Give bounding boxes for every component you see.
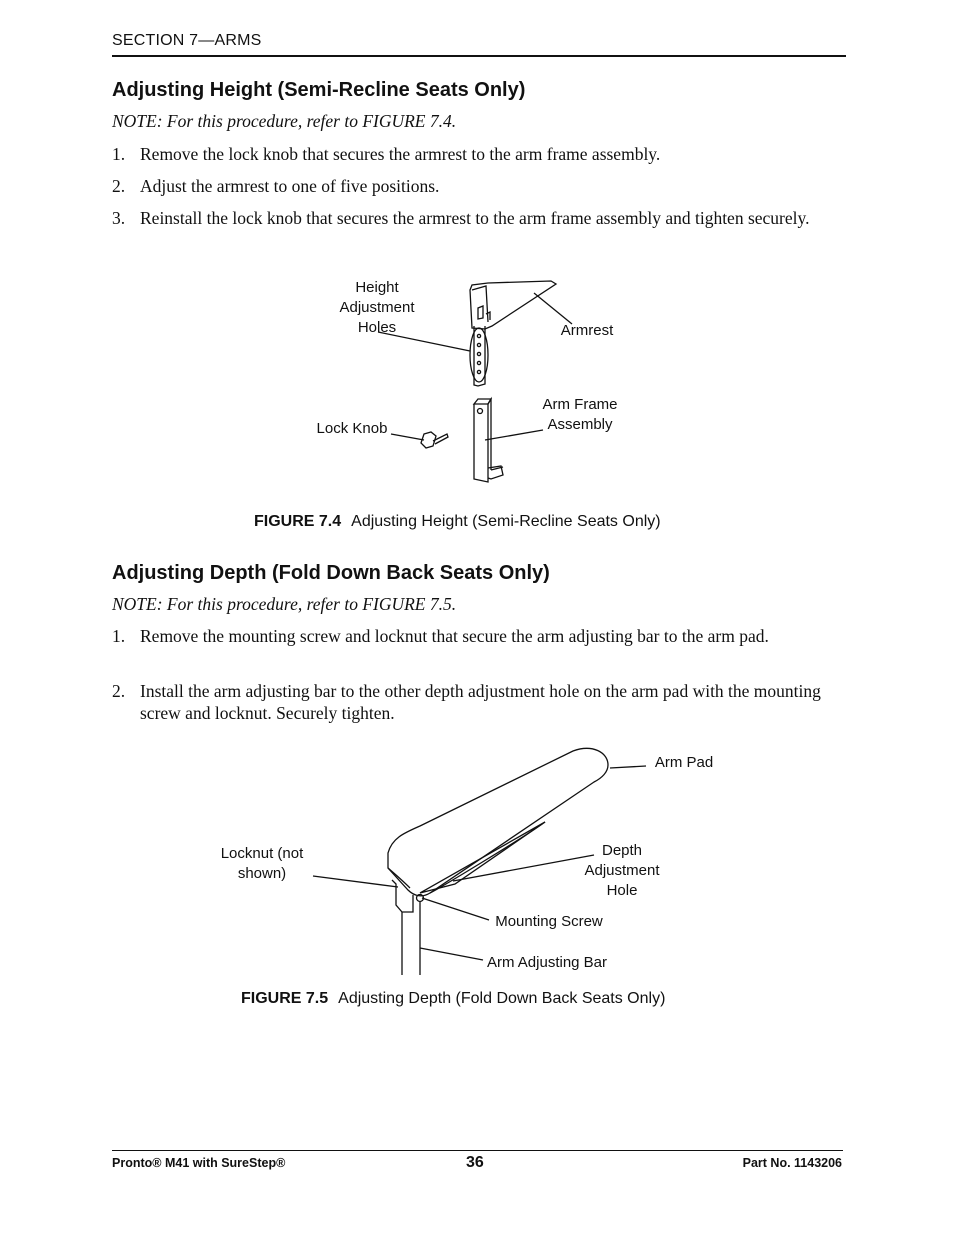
caption-text: Adjusting Height (Semi-Recline Seats Only) [351, 513, 661, 530]
label-arm-pad: Arm Pad [654, 754, 714, 771]
label-mounting-screw: Mounting Screw [495, 913, 603, 930]
label-height-adjustment-holes: Height Adjustment Holes [339, 279, 415, 336]
step-text: Install the arm adjusting bar to the other depth adjustment hole on the arm pad with the mounting screw and locknut. Securely tighten. [140, 681, 821, 723]
note-figure-7-5: NOTE: For this procedure, refer to FIGURE 7.5. [112, 594, 457, 614]
step-number: 3. [112, 208, 126, 228]
step-text: Remove the mounting screw and locknut that secure the arm adjusting bar to the arm pad. [140, 626, 769, 646]
caption-number: FIGURE 7.5 [241, 990, 329, 1007]
section-header: SECTION 7—ARMS [112, 32, 262, 49]
footer-part-number: Part No. 1143206 [742, 1156, 842, 1170]
label-depth-adjustment-hole: Depth Adjustment Hole [584, 842, 660, 899]
step-number: 1. [112, 144, 126, 164]
label-arm-frame-assembly: Arm Frame Assembly [542, 396, 618, 433]
step-text: Reinstall the lock knob that secures the armrest to the arm frame assembly and tighten securely. [140, 208, 810, 228]
figure-7-5-caption [241, 990, 665, 1008]
step-number: 2. [112, 681, 126, 701]
label-lock-knob: Lock Knob [316, 420, 388, 437]
label-locknut-not-shown: Locknut (not shown) [220, 845, 304, 882]
step-number: 2. [112, 176, 126, 196]
note-figure-7-4: NOTE: For this procedure, refer to FIGURE 7.4. [112, 111, 457, 131]
footer-product-name: Pronto® M41 with SureStep® [112, 1156, 286, 1170]
step-number: 1. [112, 626, 126, 646]
label-armrest: Armrest [560, 322, 614, 339]
page-number: 36 [466, 1154, 484, 1171]
caption-number: FIGURE 7.4 [254, 513, 342, 530]
label-arm-adjusting-bar: Arm Adjusting Bar [486, 954, 608, 971]
caption-text: Adjusting Depth (Fold Down Back Seats Only) [338, 990, 666, 1007]
heading-adjusting-depth: Adjusting Depth (Fold Down Back Seats Only) [112, 562, 550, 584]
step-text: Adjust the armrest to one of five positions. [140, 176, 440, 196]
footer-rule [112, 1150, 843, 1151]
heading-adjusting-height: Adjusting Height (Semi-Recline Seats Only) [112, 79, 526, 101]
step-text: Remove the lock knob that secures the armrest to the arm frame assembly. [140, 144, 661, 164]
